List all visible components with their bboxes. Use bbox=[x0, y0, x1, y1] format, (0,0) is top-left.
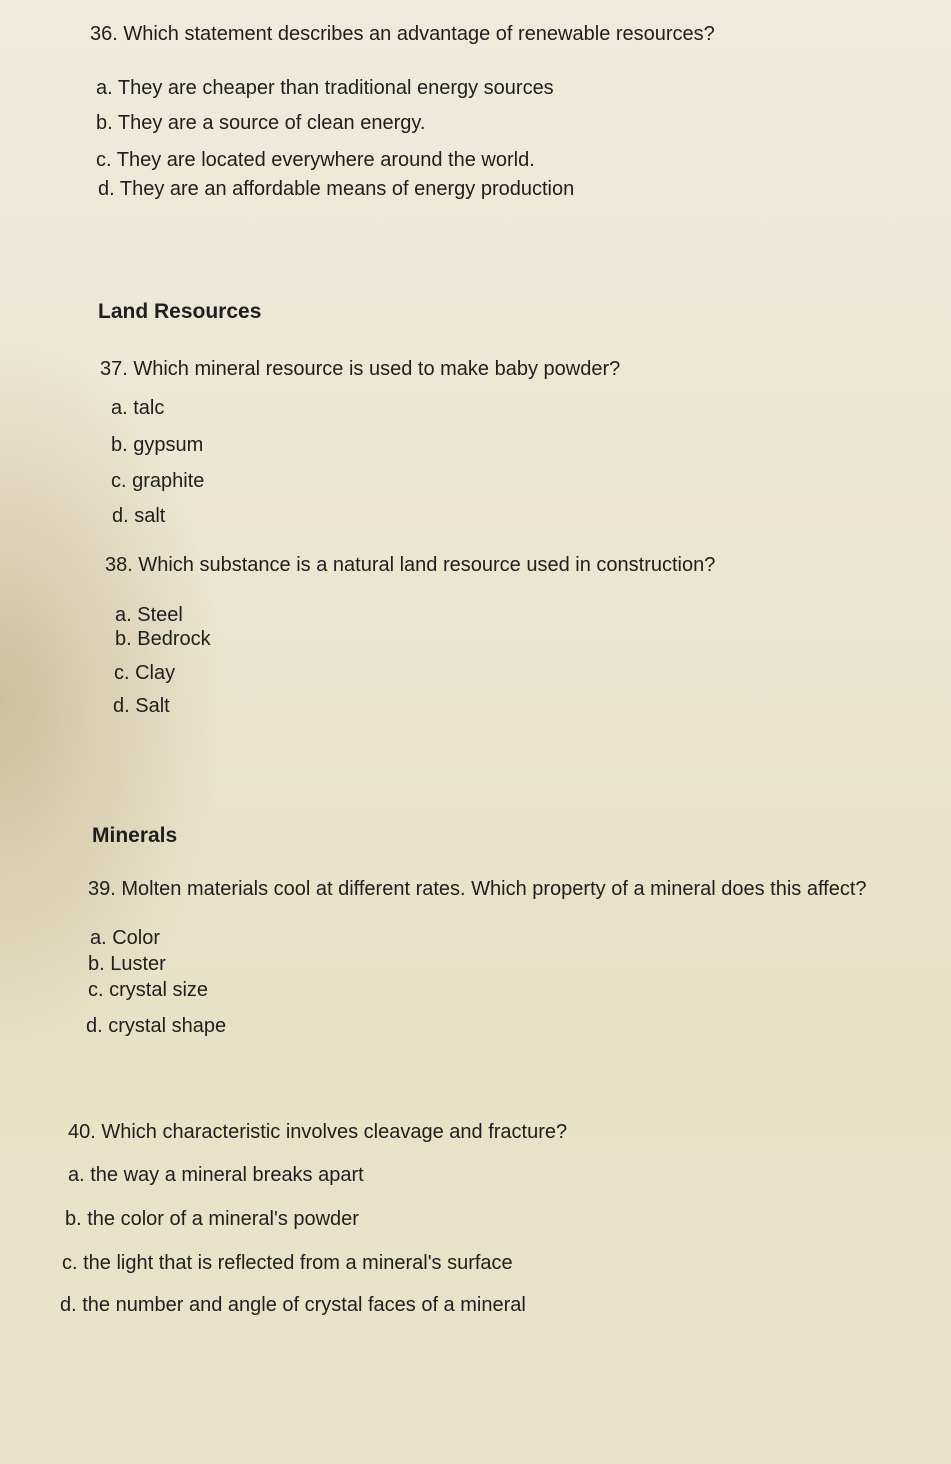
q37-option-c: c. graphite bbox=[111, 470, 205, 492]
q36-option-a: a. They are cheaper than traditional energy sources bbox=[96, 77, 554, 99]
q37-option-d: d. salt bbox=[112, 505, 166, 527]
q40-option-d: d. the number and angle of crystal faces of a mineral bbox=[60, 1294, 526, 1316]
section-heading-minerals: Minerals bbox=[92, 824, 178, 847]
q38-option-d: d. Salt bbox=[113, 695, 170, 717]
q36-option-b: b. They are a source of clean energy. bbox=[96, 112, 426, 134]
q40-option-b: b. the color of a mineral's powder bbox=[65, 1208, 359, 1230]
q38-option-c: c. Clay bbox=[114, 662, 176, 684]
q39-option-a: a. Color bbox=[90, 927, 161, 949]
question-36: 36. Which statement describes an advantage of renewable resources? bbox=[90, 23, 715, 45]
q37-option-a: a. talc bbox=[111, 397, 165, 419]
q36-option-d: d. They are an affordable means of energy production bbox=[98, 178, 575, 200]
question-38: 38. Which substance is a natural land resource used in construction? bbox=[105, 554, 716, 576]
q39-option-d: d. crystal shape bbox=[86, 1015, 227, 1037]
q39-option-c: c. crystal size bbox=[88, 979, 209, 1001]
question-39: 39. Molten materials cool at different rates. Which property of a mineral does this affect? bbox=[88, 878, 867, 900]
q40-option-c: c. the light that is reflected from a mineral's surface bbox=[62, 1252, 513, 1274]
q37-option-b: b. gypsum bbox=[111, 434, 204, 456]
q38-option-b: b. Bedrock bbox=[115, 628, 211, 650]
q38-option-a: a. Steel bbox=[115, 604, 183, 626]
q40-option-a: a. the way a mineral breaks apart bbox=[68, 1164, 364, 1186]
question-37: 37. Which mineral resource is used to make baby powder? bbox=[100, 358, 621, 380]
q36-option-c: c. They are located everywhere around the world. bbox=[96, 149, 535, 171]
question-40: 40. Which characteristic involves cleavage and fracture? bbox=[68, 1121, 568, 1143]
q39-option-b: b. Luster bbox=[88, 953, 166, 975]
section-heading-land-resources: Land Resources bbox=[98, 300, 262, 323]
